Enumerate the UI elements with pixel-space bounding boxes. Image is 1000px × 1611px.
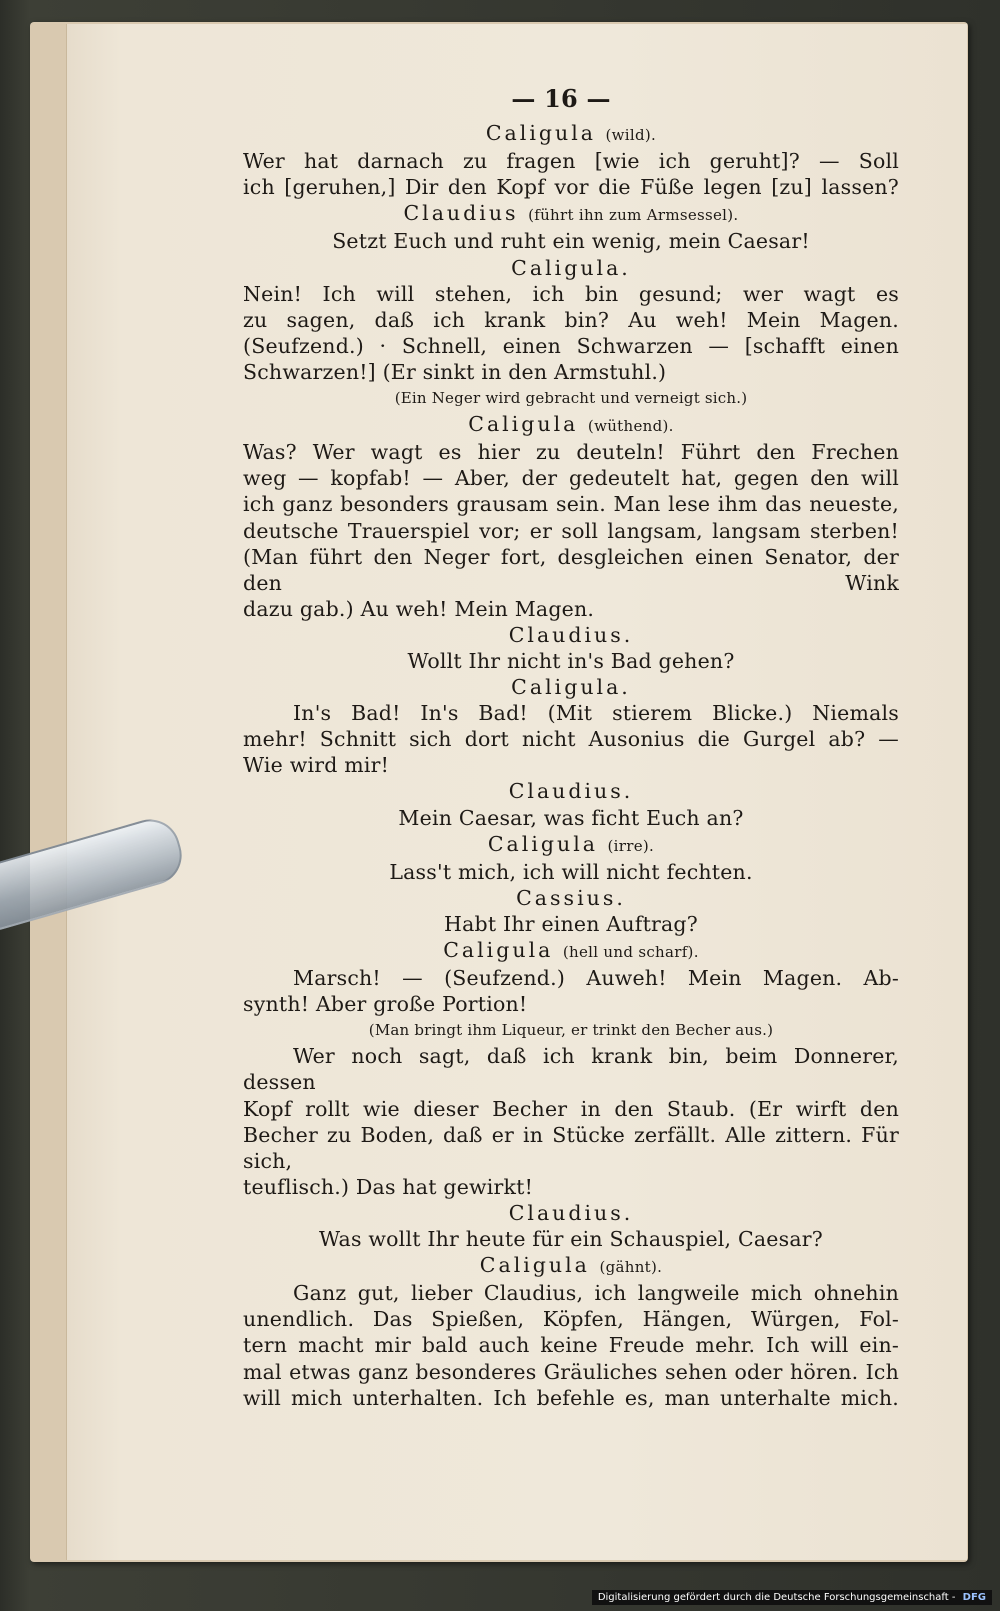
speaker-heading <box>243 937 899 965</box>
stage-direction: (gähnt). <box>599 1258 663 1277</box>
stage-direction-line: (Man bringt ihm Liqueur, er trinkt den Becher aus.) <box>368 1021 774 1040</box>
speech-line: Was wollt Ihr heute für ein Schauspiel, Caesar? <box>319 1227 823 1252</box>
text-line: Ganz gut, lieber Claudius, ich langweile mich ohnehin <box>293 1281 899 1306</box>
speaker-name: Caligula <box>443 938 554 962</box>
text-line: (Seufzend.) · Schnell, einen Schwarzen — [schafft einen <box>243 333 899 358</box>
text-line: teuflisch.) Das hat gewirkt! <box>243 1174 534 1199</box>
speaker-name: Caligula. <box>511 255 631 280</box>
dialogue-blocks <box>243 120 899 1411</box>
speaker-heading <box>243 622 899 648</box>
text-line: zu sagen, daß ich krank bin? Au weh! Mein Magen. <box>243 307 899 332</box>
text-line: Wer hat darnach zu fragen [wie ich geruht]? — Soll <box>243 149 899 174</box>
speaker-heading <box>243 411 899 439</box>
footer-text: Digitalisierung gefördert durch die Deutsche Forschungsgemeinschaft - <box>597 1592 956 1603</box>
speaker-name: Caligula <box>485 121 596 146</box>
text-line: synth! Aber große Portion! <box>243 992 528 1017</box>
text-line: ich ganz besonders grausam sein. Man lese ihm das neueste, <box>243 492 899 517</box>
speaker-heading <box>243 1200 899 1226</box>
speaker-heading <box>243 200 899 228</box>
text-line: weg — kopfab! — Aber, der gedeutelt hat, gegen den will <box>243 466 899 491</box>
speaker-heading <box>243 831 899 859</box>
speaker-heading <box>243 120 899 148</box>
speaker-name: Caligula <box>468 412 579 437</box>
speaker-name: Claudius. <box>508 779 634 804</box>
text-line: Was? Wer wagt es hier zu deuteln! Führt den Frechen <box>243 440 899 465</box>
speaker-name: Cassius. <box>516 885 626 910</box>
speaker-name: Claudius. <box>508 1200 634 1225</box>
speaker-heading <box>243 1252 899 1280</box>
text-line: Wie wird mir! <box>243 753 390 778</box>
speaker-heading <box>243 255 899 281</box>
dfg-logo-icon: DFG <box>962 1592 986 1603</box>
digitization-footer <box>592 1590 992 1605</box>
speaker-heading <box>243 778 899 804</box>
speech-line: Mein Caesar, was ficht Euch an? <box>398 805 744 830</box>
speaker-heading <box>243 674 899 700</box>
speech-line: Lass't mich, ich will nicht fechten. <box>389 859 753 884</box>
speaker-name: Caligula <box>487 831 598 856</box>
speaker-name: Caligula <box>479 1253 590 1278</box>
text-line: (Man führt den Neger fort, desgleichen einen Senator, der den Wink <box>243 544 899 595</box>
text-line: unendlich. Das Spießen, Köpfen, Hängen, Würgen, Fol- <box>243 1307 899 1332</box>
speech-line: Habt Ihr einen Auftrag? <box>444 911 698 936</box>
stage-direction: (hell und scharf). <box>562 943 699 961</box>
text-line: mal etwas ganz besonderes Gräuliches sehen oder hören. Ich <box>243 1359 899 1384</box>
speech-line: Setzt Euch und ruht ein wenig, mein Caesar! <box>332 229 810 254</box>
text-line: Wer noch sagt, daß ich krank bin, beim Donnerer, dessen <box>243 1044 899 1095</box>
text-line: Becher zu Boden, daß er in Stücke zerfällt. Alle zittern. Für sich, <box>243 1122 899 1173</box>
stage-direction: (irre). <box>607 836 655 855</box>
page-text <box>243 86 899 1411</box>
page-number: — 16 — <box>511 84 611 113</box>
text-line: Kopf rollt wie dieser Becher in den Staub. (Er wirft den <box>243 1096 899 1121</box>
text-line: tern macht mir bald auch keine Freude mehr. Ich will ein- <box>243 1333 899 1358</box>
speaker-name: Claudius <box>403 201 519 226</box>
speaker-heading <box>243 885 899 911</box>
text-line: mehr! Schnitt sich dort nicht Ausonius die Gurgel ab? — <box>243 727 899 752</box>
stage-direction: (führt ihn zum Armsessel). <box>528 206 739 225</box>
stage-direction-line: (Ein Neger wird gebracht und verneigt sich.) <box>394 389 748 408</box>
text-line: deutsche Trauerspiel vor; er soll langsam, langsam sterben! <box>243 518 899 543</box>
speaker-name: Caligula. <box>511 675 631 700</box>
text-line: Schwarzen!] (Er sinkt in den Armstuhl.) <box>243 359 667 384</box>
text-line: ich [geruhen,] Dir den Kopf vor die Füße legen [zu] lassen? <box>243 175 899 200</box>
stage-direction: (wild). <box>605 126 657 145</box>
text-line: dazu gab.) Au weh! Mein Magen. <box>243 596 595 621</box>
stage-direction: (wüthend). <box>587 417 674 436</box>
text-line: Marsch! — (Seufzend.) Auweh! Mein Magen. Ab- <box>293 966 899 991</box>
text-line: will mich unterhalten. Ich befehle es, man unterhalte mich. <box>243 1385 899 1410</box>
speech-line: Wollt Ihr nicht in's Bad gehen? <box>407 648 735 673</box>
speaker-name: Claudius. <box>508 622 634 647</box>
text-line: In's Bad! In's Bad! (Mit stierem Blicke.) Niemals <box>293 701 899 726</box>
text-line: Nein! Ich will stehen, ich bin gesund; wer wagt es <box>243 281 899 306</box>
